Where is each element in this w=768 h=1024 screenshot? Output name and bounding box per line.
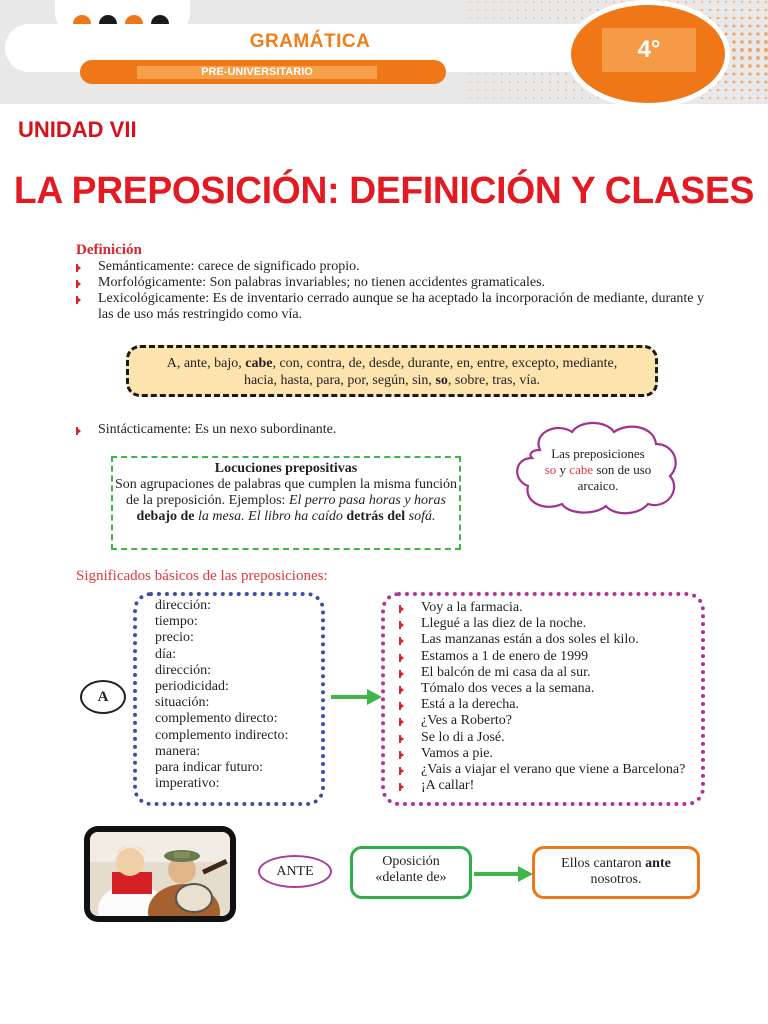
green-arrow-icon bbox=[331, 687, 383, 707]
meaning-line: Oposición bbox=[382, 854, 440, 869]
definition-heading: Definición bbox=[76, 242, 142, 258]
syntactic-item bbox=[76, 422, 496, 438]
preposition-ante-oval: ANTE bbox=[258, 855, 332, 888]
example-item: Está a la derecha. bbox=[399, 697, 699, 713]
loc-bold: debajo de bbox=[136, 509, 195, 524]
meaning-item: precio: bbox=[155, 630, 194, 646]
meanings-heading: Significados básicos de las preposiciones: bbox=[76, 568, 328, 584]
example-item: Voy a la farmacia. bbox=[399, 600, 699, 616]
meaning-line: «delante de» bbox=[375, 870, 447, 885]
example-item: Estamos a 1 de enero de 1999 bbox=[399, 649, 699, 665]
meaning-item: para indicar futuro: bbox=[155, 760, 264, 776]
example-bold: ante bbox=[645, 856, 671, 871]
definition-list bbox=[76, 259, 716, 323]
meaning-item: tiempo: bbox=[155, 614, 198, 630]
preposition-list-box bbox=[126, 345, 658, 397]
meaning-item: situación: bbox=[155, 695, 210, 711]
note-cabe: cabe bbox=[569, 462, 594, 477]
example-item: Las manzanas están a dos soles el kilo. bbox=[399, 632, 699, 648]
example-text: nosotros. bbox=[590, 872, 642, 887]
singers-photo bbox=[84, 826, 236, 922]
example-item: El balcón de mi casa da al sur. bbox=[399, 665, 699, 681]
loc-bold: detrás del bbox=[346, 509, 406, 524]
level-label: PRE-UNIVERSITARIO bbox=[137, 66, 377, 79]
cloud-note bbox=[530, 446, 666, 494]
example-item: Tómalo dos veces a la semana. bbox=[399, 681, 699, 697]
locuciones-text bbox=[113, 477, 459, 525]
ante-example-box bbox=[532, 846, 700, 899]
meaning-item: día: bbox=[155, 646, 176, 662]
examples-list bbox=[399, 600, 699, 794]
note-so: so bbox=[544, 462, 557, 477]
example-text: Ellos cantaron bbox=[561, 856, 646, 871]
meaning-item: periodicidad: bbox=[155, 679, 229, 695]
locuciones-box bbox=[111, 456, 461, 550]
example-item: Llegué a las diez de la noche. bbox=[399, 616, 699, 632]
meaning-item: imperativo: bbox=[155, 776, 220, 792]
note-text: son de uso arcaico. bbox=[577, 462, 652, 493]
meaning-item: manera: bbox=[155, 743, 201, 759]
prep-text: , sobre, tras, vía. bbox=[447, 373, 541, 388]
meanings-list bbox=[155, 598, 288, 792]
example-item: ¿Ves a Roberto? bbox=[399, 713, 699, 729]
example-item: ¿Vais a viajar el verano que viene a Barcelona? bbox=[399, 762, 699, 778]
example-item: ¡A callar! bbox=[399, 778, 699, 794]
meaning-item: complemento indirecto: bbox=[155, 727, 289, 743]
syntactic-text: Sintácticamente: Es un nexo subordinante. bbox=[76, 422, 496, 438]
grade-label: 4° bbox=[602, 28, 696, 72]
definition-item: Lexicológicamente: Es de inventario cerrado aunque se ha aceptado la incorporación de mediante, durante y las de uso más restringido como vía. bbox=[76, 291, 716, 323]
unit-label: UNIDAD VII bbox=[18, 117, 137, 142]
locuciones-title: Locuciones prepositivas bbox=[214, 461, 358, 476]
note-text: Las preposiciones bbox=[551, 446, 645, 461]
prep-text: , con, contra, de, desde, durante, en, entre, excepto, mediante, bbox=[272, 356, 618, 371]
meaning-item: complemento directo: bbox=[155, 711, 278, 727]
elderly-couple-illustration bbox=[90, 832, 230, 916]
example-item: Se lo di a José. bbox=[399, 730, 699, 746]
prep-bold: cabe bbox=[245, 356, 273, 371]
meaning-box bbox=[350, 846, 472, 899]
definition-item: Morfológicamente: Son palabras invariables; no tienen accidentes gramaticales. bbox=[76, 275, 716, 291]
subject-title: GRAMÁTICA bbox=[249, 31, 371, 52]
note-text: y bbox=[556, 462, 570, 477]
prep-bold: so bbox=[435, 373, 448, 388]
loc-desc: Son agrupaciones de palabras que cumplen la misma función de la preposición. Ejemplos: bbox=[114, 477, 458, 508]
green-arrow-icon bbox=[474, 864, 534, 884]
meaning-item: dirección: bbox=[155, 598, 211, 613]
example-item: Vamos a pie. bbox=[399, 746, 699, 762]
preposition-a-oval: A bbox=[80, 680, 126, 714]
definition-item: Semánticamente: carece de significado propio. bbox=[76, 259, 716, 275]
meaning-item: dirección: bbox=[155, 662, 211, 678]
preposition-line-1 bbox=[129, 355, 655, 372]
preposition-line-2 bbox=[129, 372, 655, 389]
loc-example: El perro pasa horas y horas bbox=[288, 493, 446, 508]
loc-example: sofá. bbox=[405, 509, 436, 524]
loc-example: la mesa. El libro ha caído bbox=[194, 509, 347, 524]
page-title: LA PREPOSICIÓN: DEFINICIÓN Y CLASES bbox=[13, 170, 755, 212]
prep-text: A, ante, bajo, bbox=[166, 356, 246, 371]
prep-text: hacia, hasta, para, por, según, sin, bbox=[243, 373, 436, 388]
